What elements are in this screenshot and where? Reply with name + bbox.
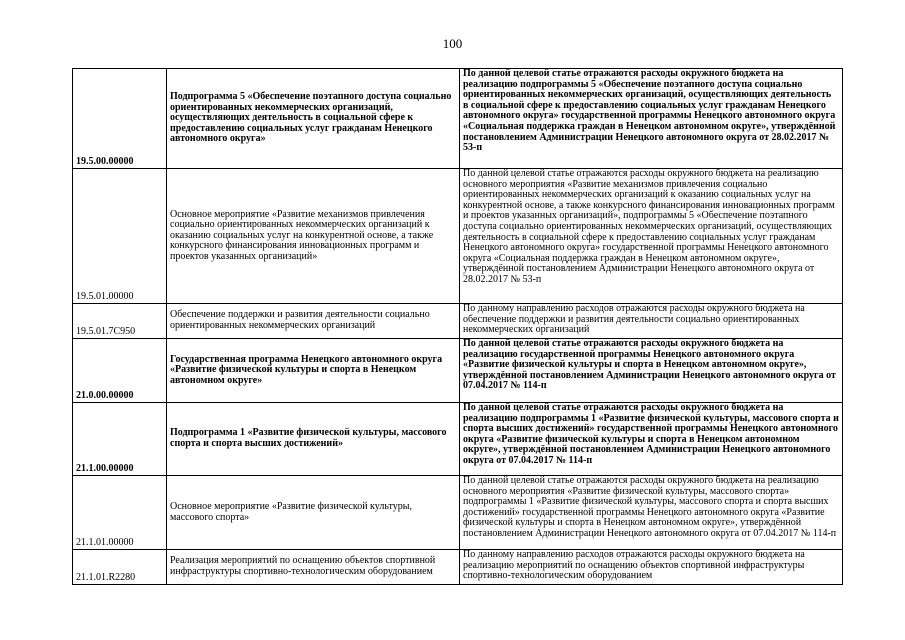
target-article-name: Реализация мероприятий по оснащению объектов спортивной инфраструктуры спортивно-технологическим оборудованием <box>167 550 460 585</box>
target-article-description: По данной целевой статье отражаются расходы окружного бюджета на реализацию основного мероприятия «Развитие физической культуры, массового спорта» подпрограммы 1 «Развитие физической культуры, массового спорта и спорта высших достижений» государственной программы Ненецкого автономного округа «Развитие физической культуры и спорта в Ненецком автономном округе», утверждённой постановлением Администрации Ненецкого автономного округа от 07.04.2017 № 114-п <box>460 476 843 550</box>
table-row <box>73 69 843 169</box>
target-article-code: 19.5.01.7С950 <box>73 304 167 339</box>
page-number: 100 <box>442 36 463 51</box>
target-article-description: По данной целевой статье отражаются расходы окружного бюджета на реализацию подпрограммы 5 «Обеспечение поэтапного доступа социально ориентированных некоммерческих организаций, осуществляющих деятельность в социальной сфере к предоставлению социальных услуг гражданам Ненецкого автономного округа» государственной программы Ненецкого автономного округа «Социальная поддержка граждан в Ненецком автономном округе», утверждённой постановлением Администрации Ненецкого автономного округа от 28.02.2017 № 53-п <box>460 69 843 169</box>
table-row <box>73 550 843 585</box>
target-article-code: 19.5.00.00000 <box>73 69 167 169</box>
target-article-description: По данной целевой статье отражаются расходы окружного бюджета на реализацию подпрограммы 1 «Развитие физической культуры, массового спорта и спорта высших достижений» государственной программы Ненецкого автономного округа «Развитие физической культуры и спорта в Ненецком автономном округе», утверждённой постановлением Администрации Ненецкого автономного округа от 07.04.2017 № 114-п <box>460 403 843 476</box>
target-article-description: По данному направлению расходов отражаются расходы окружного бюджета на обеспечение поддержки и развития деятельности социально ориентированных некоммерческих организаций <box>460 304 843 339</box>
target-article-code: 21.0.00.00000 <box>73 339 167 403</box>
target-article-code: 19.5.01.00000 <box>73 169 167 304</box>
target-article-name: Подпрограмма 1 «Развитие физической культуры, массового спорта и спорта высших достижений» <box>167 403 460 476</box>
table-row <box>73 169 843 304</box>
target-article-name: Основное мероприятие «Развитие механизмов привлечения социально ориентированных некоммерческих организаций к оказанию социальных услуг на конкурентной основе, а также конкурсного финансирования инновационных программ и проектов указанных организаций» <box>167 169 460 304</box>
target-article-name: Обеспечение поддержки и развития деятельности социально ориентированных некоммерческих организаций <box>167 304 460 339</box>
budget-classification-table <box>72 68 843 585</box>
target-article-code: 21.1.00.00000 <box>73 403 167 476</box>
target-article-name: Государственная программа Ненецкого автономного округа «Развитие физической культуры и спорта в Ненецком автономном округе» <box>167 339 460 403</box>
table-row <box>73 476 843 550</box>
target-article-description: По данному направлению расходов отражаются расходы окружного бюджета на реализацию мероприятий по оснащению объектов спортивной инфраструктуры спортивно-технологическим оборудованием <box>460 550 843 585</box>
target-article-name: Подпрограмма 5 «Обеспечение поэтапного доступа социально ориентированных некоммерческих организаций, осуществляющих деятельность в социальной сфере к предоставлению социальных услуг гражданам Ненецкого автономного округа» <box>167 69 460 169</box>
target-article-code: 21.1.01.R2280 <box>73 550 167 585</box>
target-article-code: 21.1.01.00000 <box>73 476 167 550</box>
table-row <box>73 403 843 476</box>
table-row <box>73 304 843 339</box>
target-article-description: По данной целевой статье отражаются расходы окружного бюджета на реализацию государственной программы Ненецкого автономного округа «Развитие физической культуры и спорта в Ненецком автономном округе», утверждённой постановлением Администрации Ненецкого автономного округа от 07.04.2017 № 114-п <box>460 339 843 403</box>
target-article-name: Основное мероприятие «Развитие физической культуры, массового спорта» <box>167 476 460 550</box>
target-article-description: По данной целевой статье отражаются расходы окружного бюджета на реализацию основного мероприятия «Развитие механизмов привлечения социально ориентированных некоммерческих организаций к оказанию социальных услуг на конкурентной основе, а также конкурсного финансирования инновационных программ и проектов указанных организаций», подпрограммы 5 «Обеспечение поэтапного доступа социально ориентированных некоммерческих организаций, осуществляющих деятельность в социальной сфере к предоставлению социальных услуг гражданам Ненецкого автономного округа» государственной программы Ненецкого автономного округа «Социальная поддержка граждан в Ненецком автономном округе», утверждённой постановлением Администрации Ненецкого автономного округа от 28.02.2017 № 53-п <box>460 169 843 304</box>
table-row <box>73 339 843 403</box>
